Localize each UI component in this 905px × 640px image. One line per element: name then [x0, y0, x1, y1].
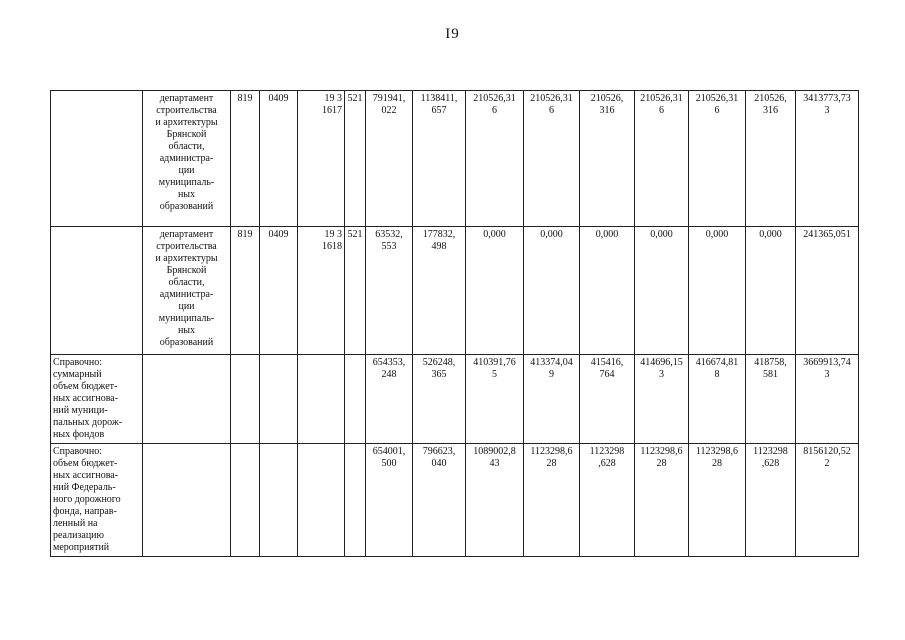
value-text: 1138411, 657 [420, 93, 458, 116]
value-cell [366, 355, 413, 444]
value-cell [366, 227, 413, 355]
page-number: I9 [445, 26, 460, 42]
executor-cell [143, 227, 231, 355]
value-cell [466, 355, 524, 444]
row-label-cell [51, 444, 143, 557]
value-text: 0,000 [540, 229, 563, 240]
value-text: 3413773,73 3 [803, 93, 851, 116]
value-cell [746, 227, 796, 355]
value-text: 414696,15 3 [640, 357, 683, 380]
value-text: 1123298 ,628 [753, 446, 788, 469]
value-text: 418758, 581 [754, 357, 787, 380]
rzpr-cell [260, 227, 298, 355]
rzpr-cell-text: 0409 [268, 229, 289, 240]
executor-cell-text: департамент строительства и архитектуры Брянской области, администра- ции муниципаль- ных образований [155, 93, 218, 212]
value-text: 210526,31 6 [695, 93, 739, 116]
row-label-cell [51, 355, 143, 444]
value-text: 413374,04 9 [530, 357, 573, 380]
value-cell [635, 355, 689, 444]
value-text: 654001, 500 [372, 446, 406, 469]
executor-cell [143, 355, 231, 444]
value-text: 63532, 553 [375, 229, 403, 252]
value-cell [413, 355, 466, 444]
row-label-cell [51, 227, 143, 355]
value-cell [466, 91, 524, 227]
value-cell [524, 355, 580, 444]
value-text: 1123298,6 28 [640, 446, 683, 469]
value-cell [746, 444, 796, 557]
value-text: 415416, 764 [590, 357, 624, 380]
value-text: 0,000 [650, 229, 673, 240]
executor-cell [143, 444, 231, 557]
value-text: 241365,051 [803, 229, 851, 240]
value-text: 0,000 [705, 229, 729, 240]
grbs-cell [231, 355, 260, 444]
value-text: 177832, 498 [422, 229, 456, 252]
value-cell [689, 355, 746, 444]
value-cell [466, 444, 524, 557]
rzpr-cell-text: 0409 [268, 93, 289, 104]
table-row [51, 227, 859, 355]
value-text: 210526,31 6 [640, 93, 683, 116]
value-text: 796623, 040 [422, 446, 456, 469]
row-label-cell-text: Справочно: суммарный объем бюджет- ных ассигнова- ний муници- пальных дорож- ных фондов [53, 357, 123, 440]
value-text: 210526,31 6 [530, 93, 573, 116]
csr-cell [298, 444, 345, 557]
value-cell [466, 227, 524, 355]
grbs-cell-text: 819 [237, 93, 253, 104]
table-row [51, 91, 859, 227]
value-text: 1089002,8 43 [473, 446, 516, 469]
vr-cell-text: 521 [347, 93, 363, 104]
value-text: 210526, 316 [590, 93, 624, 116]
value-text: 791941, 022 [372, 93, 406, 116]
value-cell [689, 227, 746, 355]
csr-cell [298, 227, 345, 355]
value-cell [746, 355, 796, 444]
value-cell [796, 355, 859, 444]
rzpr-cell [260, 91, 298, 227]
value-text: 410391,76 5 [473, 357, 516, 380]
value-cell [580, 355, 635, 444]
value-cell [413, 91, 466, 227]
value-text: 210526,31 6 [473, 93, 516, 116]
grbs-cell [231, 91, 260, 227]
rzpr-cell [260, 355, 298, 444]
value-cell [746, 91, 796, 227]
csr-cell-text: 19 3 1617 [322, 93, 342, 116]
value-cell [580, 227, 635, 355]
value-text: 0,000 [483, 229, 506, 240]
row-label-cell [51, 91, 143, 227]
vr-cell [345, 227, 366, 355]
executor-cell [143, 91, 231, 227]
value-text: 0,000 [759, 229, 782, 240]
value-cell [413, 444, 466, 557]
value-cell [524, 227, 580, 355]
value-text: 1123298,6 28 [695, 446, 739, 469]
value-cell [635, 91, 689, 227]
rzpr-cell [260, 444, 298, 557]
value-cell [635, 444, 689, 557]
table-row [51, 444, 859, 557]
row-label-cell-text: Справочно: объем бюджет- ных ассигнова- ний Федераль- ного дорожного фонда, направ- ленный на реализацию мероприятий [53, 446, 121, 553]
value-cell [366, 444, 413, 557]
table-row [51, 355, 859, 444]
value-text: 8156120,52 2 [803, 446, 851, 469]
value-text: 1123298,6 28 [530, 446, 573, 469]
grbs-cell [231, 227, 260, 355]
value-cell [524, 91, 580, 227]
value-cell [796, 227, 859, 355]
value-cell [796, 91, 859, 227]
value-cell [689, 91, 746, 227]
vr-cell [345, 91, 366, 227]
value-text: 210526, 316 [754, 93, 787, 116]
value-text: 0,000 [595, 229, 619, 240]
value-text: 526248, 365 [422, 357, 456, 380]
value-cell [635, 227, 689, 355]
csr-cell-text: 19 3 1618 [322, 229, 342, 252]
csr-cell [298, 355, 345, 444]
vr-cell-text: 521 [347, 229, 363, 240]
value-cell [580, 444, 635, 557]
vr-cell [345, 444, 366, 557]
value-cell [366, 91, 413, 227]
value-text: 416674,81 8 [695, 357, 739, 380]
value-cell [580, 91, 635, 227]
value-cell [413, 227, 466, 355]
budget-table [50, 90, 859, 557]
grbs-cell-text: 819 [237, 229, 253, 240]
value-cell [689, 444, 746, 557]
vr-cell [345, 355, 366, 444]
executor-cell-text: департамент строительства и архитектуры Брянской области, администра- ции муниципаль- ных образований [155, 229, 218, 348]
grbs-cell [231, 444, 260, 557]
value-cell [796, 444, 859, 557]
value-text: 654353, 248 [372, 357, 406, 380]
value-cell [524, 444, 580, 557]
value-text: 3669913,74 3 [803, 357, 851, 380]
value-text: 1123298 ,628 [589, 446, 625, 469]
csr-cell [298, 91, 345, 227]
